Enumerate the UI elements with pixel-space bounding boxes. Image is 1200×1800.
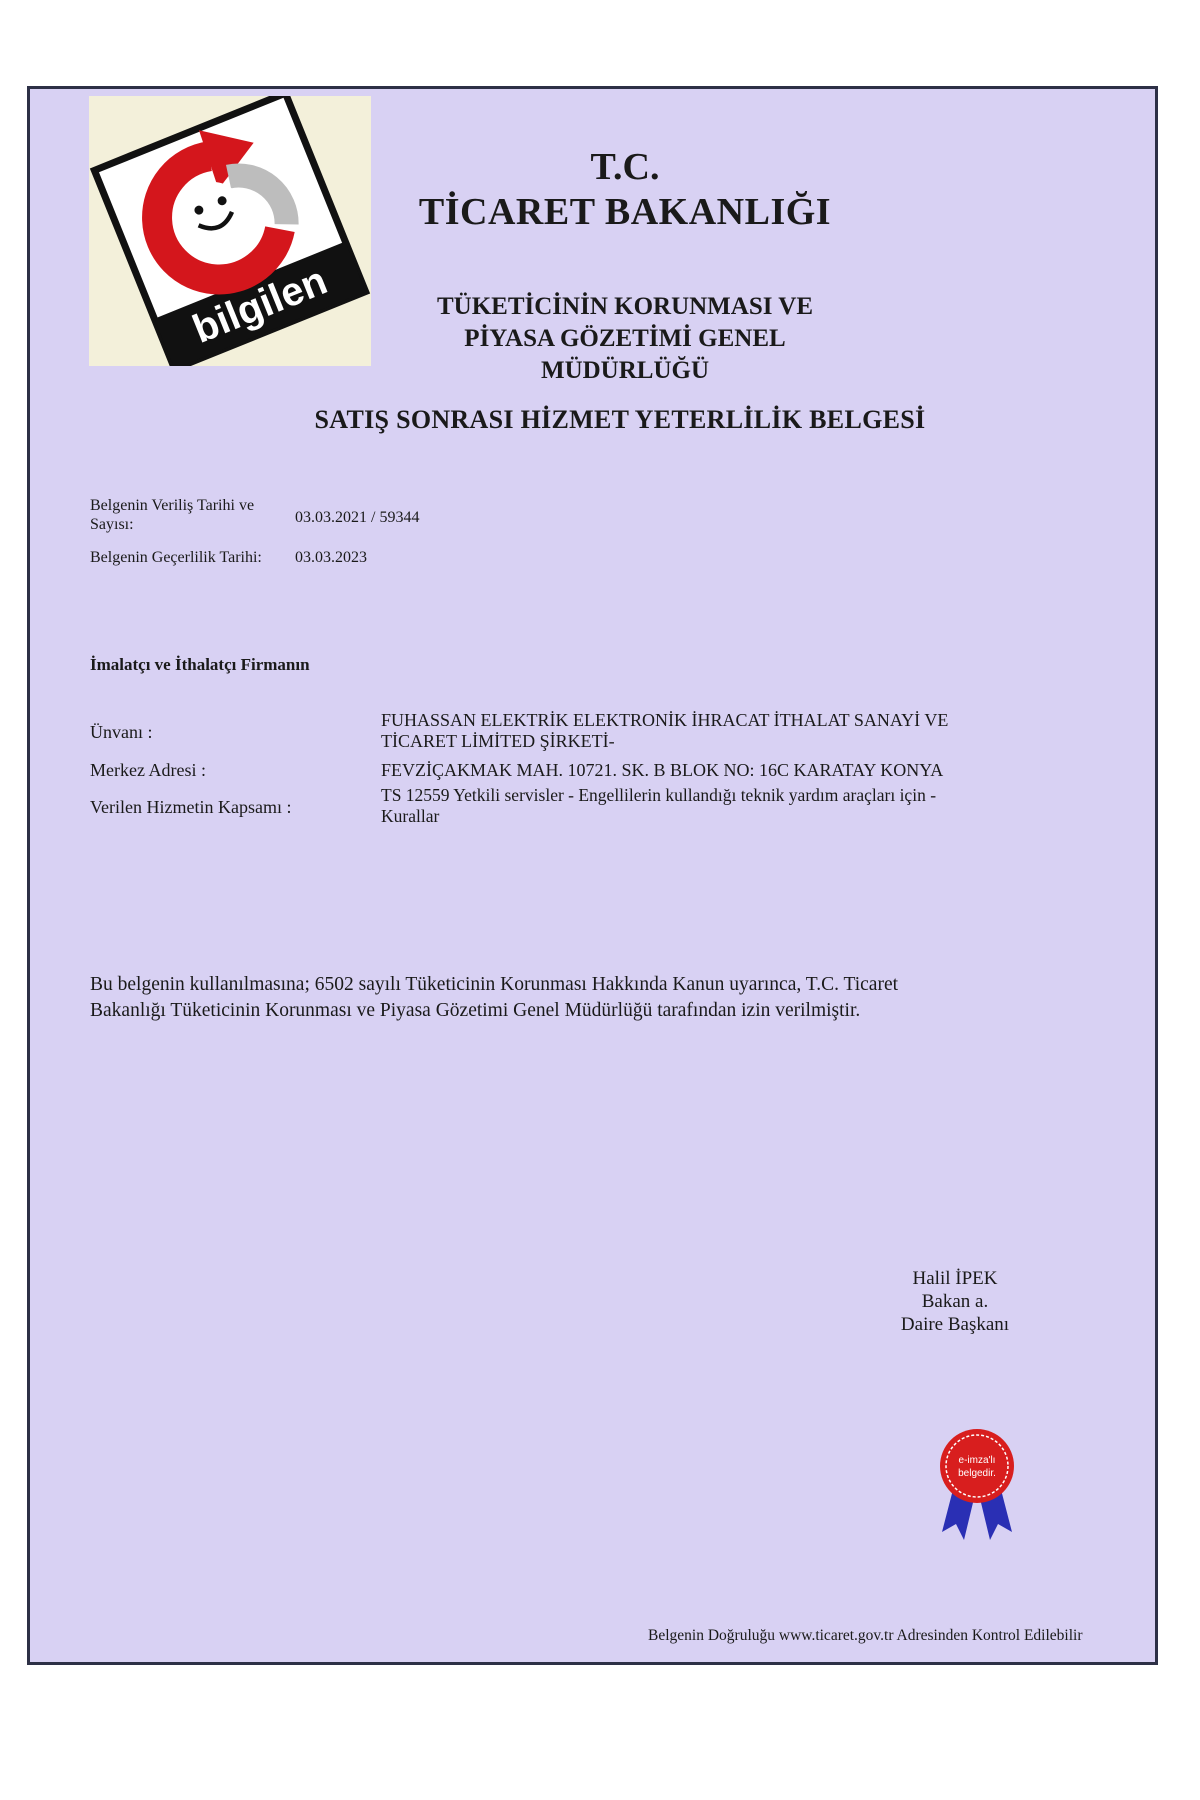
authorization-text: [90, 972, 1050, 1024]
validity-label: Belgenin Geçerlilik Tarihi:: [90, 549, 262, 566]
issue-date-label-line-2: Sayısı:: [90, 516, 134, 533]
scope-value: [381, 785, 1041, 827]
e-signature-seal: [934, 1428, 1020, 1548]
seal-text-line-1: e-imza'lı: [958, 1455, 996, 1466]
issue-date-value: 03.03.2021 / 59344: [295, 509, 420, 526]
firm-title-value-line-1: FUHASSAN ELEKTRİK ELEKTRONİK İHRACAT İTHALAT SANAYİ VE: [381, 710, 949, 730]
department-line-2: PİYASA GÖZETİMİ GENEL: [464, 325, 786, 352]
department-line-3: MÜDÜRLÜĞÜ: [540, 357, 710, 384]
issue-date-label-line-1: Belgenin Veriliş Tarihi ve: [90, 497, 255, 514]
department-name: [395, 291, 855, 387]
seal-text-line-2: belgedir.: [958, 1468, 996, 1479]
verification-footer: Belgenin Doğruluğu www.ticaret.gov.tr Adresinden Kontrol Edilebilir: [648, 1627, 1083, 1644]
signature-block: [870, 1267, 1040, 1336]
logo-text: bilgilen: [186, 258, 334, 352]
signatory-name: Halil İPEK: [912, 1268, 998, 1289]
header-tc: T.C.: [590, 146, 660, 188]
scope-label: Verilen Hizmetin Kapsamı :: [90, 797, 292, 817]
scope-value-line-1: TS 12559 Yetkili servisler - Engellilerin kullandığı teknik yardım araçları için -: [381, 785, 937, 805]
firm-heading: İmalatçı ve İthalatçı Firmanın: [90, 655, 310, 674]
authorization-text-line-1: Bu belgenin kullanılmasına; 6502 sayılı Tüketicinin Korunması Hakkında Kanun uyarınca, T.C. Ticaret: [90, 974, 899, 995]
firm-title-value-line-2: TİCARET LİMİTED ŞİRKETİ-: [381, 731, 615, 751]
scope-value-line-2: Kurallar: [381, 806, 440, 826]
e-signature-seal-icon: [934, 1428, 1020, 1548]
address-value: FEVZİÇAKMAK MAH. 10721. SK. B BLOK NO: 16C KARATAY KONYA: [381, 760, 944, 780]
department-line-1: TÜKETİCİNİN KORUNMASI VE: [437, 293, 813, 320]
issue-date-label: [90, 496, 254, 534]
signatory-position: Daire Başkanı: [900, 1314, 1010, 1335]
ministry-name: TİCARET BAKANLIĞI: [418, 191, 832, 233]
validity-value: 03.03.2023: [295, 549, 367, 566]
authorization-text-line-2: Bakanlığı Tüketicinin Korunması ve Piyasa Gözetimi Genel Müdürlüğü tarafından izin verilmiştir.: [90, 1000, 861, 1021]
smiley-arrows-logo-icon: [89, 96, 371, 366]
signatory-on-behalf: Bakan a.: [921, 1291, 989, 1312]
bilgilen-logo: [89, 96, 371, 366]
firm-title-value: [381, 710, 1041, 752]
certificate-title: SATIŞ SONRASI HİZMET YETERLİLİK BELGESİ: [314, 405, 926, 434]
firm-title-label: Ünvanı :: [90, 722, 153, 742]
address-label: Merkez Adresi :: [90, 760, 206, 780]
